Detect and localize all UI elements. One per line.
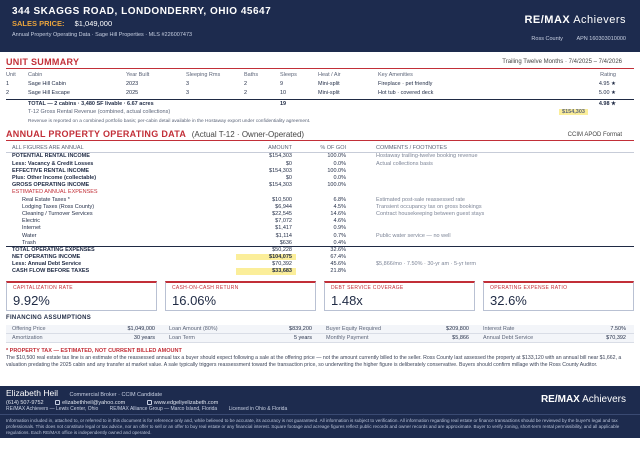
financing-cell: Loan Amount (80%) $839,200	[163, 325, 320, 334]
unit-table-header: Unit Cabin Year Built Sleeping Rms Baths Sleeps Heat / Air Key Amenities Rating	[6, 72, 616, 79]
apod-row: Less: Vacancy & Credit Losses $0 0.0% Actual collections basis	[12, 160, 433, 167]
sales-price-label: SALES PRICE:	[12, 18, 65, 28]
financing-cell: Loan Term 5 years	[163, 334, 320, 343]
unit-footnote: Revenue is reported on a combined portfolio basis; per-cabin detail available in the Hostaway export under confidentiality agreement.	[28, 118, 311, 124]
apod-row: Electric $7,072 4.6%	[22, 218, 346, 225]
agent-offices: RE/MAX Achievers — Lewis Center, Ohio RE/MAX Alliance Group — Marco Island, Florida Licensed in Ohio & Florida	[6, 406, 288, 413]
county: Ross County	[531, 36, 563, 42]
unit-total-row: TOTAL — 2 cabins · 3,480 SF livable · 6.67 acres 19 4.98 ★	[6, 99, 634, 108]
apod-subtitle: (Actual T-12 · Owner-Operated)	[191, 130, 305, 139]
header-banner	[0, 0, 640, 52]
apod-row: POTENTIAL RENTAL INCOME $154,303 100.0% Hostaway trailing-twelve booking revenue	[12, 153, 478, 160]
apod-row: GROSS OPERATING INCOME $154,303 100.0%	[12, 182, 346, 189]
agent-email[interactable]: elizabethheil@yahoo.com	[55, 400, 135, 406]
apod-row: ESTIMATED ANNUAL EXPENSES	[12, 189, 98, 196]
apod-table	[6, 144, 634, 275]
table-row: 1 Sage Hill Cabin 2023 3 2 9 Mini-split Fireplace · pet friendly 4.95 ★	[6, 81, 616, 88]
unit-summary-title: UNIT SUMMARY	[6, 57, 80, 67]
agent-footer	[0, 386, 640, 414]
apod-row: Plus: Other Income (collectable) $0 0.0%	[12, 175, 346, 181]
mail-icon	[55, 400, 60, 405]
apod-format: CCIM APOD Format	[567, 132, 622, 138]
financing-title: FINANCING ASSUMPTIONS	[6, 315, 92, 322]
agent-name: Elizabeth Heil	[6, 388, 58, 398]
sales-price: $1,049,000	[74, 18, 113, 28]
unit-table	[6, 71, 634, 126]
brand-logo: RE/MAX Achievers	[524, 14, 626, 26]
agent-website[interactable]: www.edgeliyelizabeth.com	[147, 400, 229, 406]
agent-contact	[6, 400, 634, 406]
unit-summary-header	[6, 57, 634, 69]
kpi-cap-rate: CAPITALIZATION RATE 9.92%	[6, 281, 157, 311]
header-subtitle: Annual Property Operating Data · Sage Hill Properties · MLS #226007473	[12, 32, 193, 39]
financing-cell: Annual Debt Service $70,392	[477, 334, 634, 343]
apod-header	[6, 129, 634, 141]
apod-row: Real Estate Taxes * $10,500 6.8% Estimated post-sale reassessed rate	[22, 196, 465, 203]
tax-note-title: * PROPERTY TAX — ESTIMATED, NOT CURRENT BILLED AMOUNT	[6, 348, 182, 355]
kpi-opex-ratio: OPERATING EXPENSE RATIO 32.6%	[483, 281, 634, 311]
footer-brand-logo: RE/MAX Achievers	[540, 394, 626, 405]
financing-cell: Amortization 30 years	[6, 334, 163, 343]
agent-title: Commercial Broker · CCIM Candidate	[69, 392, 163, 398]
apod-row: Less: Annual Debt Service $70,392 45.6% $5,866/mo · 7.50% · 30-yr am · 5-yr term	[12, 261, 476, 268]
gross-revenue-row: T-12 Gross Rental Revenue (combined, actual collections) $154,303	[6, 108, 634, 117]
globe-icon	[147, 400, 152, 405]
apn: APN 160303010000	[576, 36, 626, 42]
apod-table-header: ALL FIGURES ARE ANNUAL AMOUNT % OF GOI COMMENTS / FOOTNOTES	[6, 144, 634, 153]
apod-row: Cleaning / Turnover Services $22,545 14.6% Contract housekeeping between guest stays	[22, 210, 485, 217]
table-row: 2 Sage Hill Escape 2025 3 2 10 Mini-split Hot tub · covered deck 5.00 ★	[6, 90, 616, 97]
apod-row: EFFECTIVE RENTAL INCOME $154,303 100.0%	[12, 167, 346, 174]
financing-cell: Buyer Equity Required $209,800	[320, 325, 477, 334]
financing-cell: Offering Price $1,049,000	[6, 325, 163, 334]
kpi-cash-on-cash: CASH-ON-CASH RETURN 16.06%	[165, 281, 316, 311]
apod-title: ANNUAL PROPERTY OPERATING DATA	[6, 129, 187, 139]
apod-row: Lodging Taxes (Ross County) $6,944 4.5% Transient occupancy tax on gross bookings	[22, 203, 482, 210]
gross-revenue-value: $154,303	[559, 109, 588, 115]
financing-grid	[6, 325, 634, 343]
tax-note-body: The $10,500 real estate tax line is an estimate of the reassessed annual tax a buyer should expect following a sale at the offering price — not the amount currently billed to the seller. Ross County last assessed the property at $133,120 with an annual bill near $1,662, a valuation predating the 2025 cabin and any transfer at market value. A sale typically triggers reassessment toward the transaction price, so underwriting the higher figure is deliberately conservative. Buyers should confirm millage with the Ross County Auditor.	[6, 355, 622, 368]
kpi-strip	[6, 281, 634, 311]
apod-row: Trash $636 0.4%	[22, 239, 346, 246]
kpi-dscr: DEBT SERVICE COVERAGE 1.48x	[324, 281, 475, 311]
unit-summary-period: Trailing Twelve Months · 7/4/2025 – 7/4/2026	[502, 59, 622, 65]
apod-row: Internet $1,417 0.9%	[22, 225, 346, 232]
financing-cell: Monthly Payment $5,866	[320, 334, 477, 343]
county-apn	[519, 36, 626, 42]
apod-row: TOTAL OPERATING EXPENSES $50,228 32.6%	[6, 246, 634, 253]
apod-row: CASH FLOW BEFORE TAXES $33,683 21.8%	[12, 268, 346, 275]
disclaimer: Information included in, attached to, or referred to in this document is for reference only and, while believed to be accurate, its accuracy is not guaranteed. All information is subject to verification. All information regarding real estate or finance transactions should be reviewed by the buyer's legal and tax professionals. This does not constitute legal or tax advice, nor an offer to sell or an offer to buy real estate or any financial interest. Square footage and acreage figures reflect public records and owner records and are approximate. Buyer to verify zoning, short-term rental permissibility, and all applicable regulations. Each RE/MAX office is independently owned and operated.	[0, 414, 640, 438]
property-address: 344 SKAGGS ROAD, LONDONDERRY, OHIO 45647	[12, 6, 272, 17]
agent-phone[interactable]: (614) 507-9752	[6, 399, 44, 406]
tax-note	[6, 348, 634, 368]
apod-row: Water $1,114 0.7% Public water service — no well	[22, 232, 451, 239]
financing-cell: Interest Rate 7.50%	[477, 325, 634, 334]
apod-row: NET OPERATING INCOME $104,075 67.4%	[12, 254, 346, 261]
